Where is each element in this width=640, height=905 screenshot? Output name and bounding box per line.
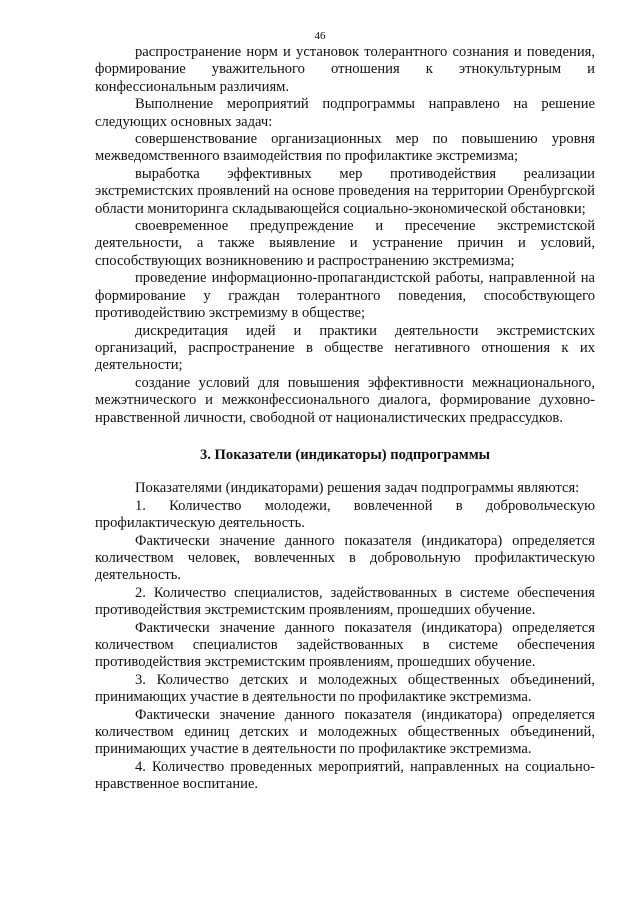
paragraph: Фактически значение данного показателя (индикатора) определяется количеством единиц детских и молодежных общественных объединений, принимающих участие в деятельности по профилактике экстремизма. bbox=[95, 706, 595, 758]
indicators-block bbox=[95, 480, 595, 793]
section-heading: 3. Показатели (индикаторы) подпрограммы bbox=[199, 446, 491, 463]
paragraph: проведение информационно-пропагандистской работы, направленной на формирование у граждан толерантного поведения, способствующего противодействию экстремизму в обществе; bbox=[95, 270, 595, 322]
page-number: 46 bbox=[314, 30, 326, 42]
paragraph: совершенствование организационных мер по повышению уровня межведомственного взаимодействия по профилактике экстремизма; bbox=[95, 131, 595, 165]
paragraph: 2. Количество специалистов, задействованных в системе обеспечения противодействия экстремистским проявлениям, прошедших обучение. bbox=[95, 584, 595, 619]
paragraph: Выполнение мероприятий подпрограммы направлено на решение следующих основных задач: bbox=[95, 96, 595, 130]
paragraph: своевременное предупреждение и пресечение экстремистской деятельности, а также выявление и устранение причин и условий, способствующих возникновению и распространению экстремизма; bbox=[95, 218, 595, 269]
paragraph: 3. Количество детских и молодежных общественных объединений, принимающих участие в деятельности по профилактике экстремизма. bbox=[95, 671, 595, 706]
paragraph: создание условий для повышения эффективности межнационального, межэтнического и межконфессионального диалога, формирование духовно-нравственной личности, свободной от националистических предрассудков. bbox=[95, 374, 595, 426]
paragraph: дискредитация идей и практики деятельности экстремистских организаций, распространение в обществе негативного отношения к их деятельности; bbox=[95, 322, 595, 374]
paragraph: Показателями (индикаторами) решения задач подпрограммы являются: bbox=[135, 480, 580, 497]
paragraph: 1. Количество молодежи, вовлеченной в добровольческую профилактическую деятельность. bbox=[95, 497, 595, 532]
paragraph: выработка эффективных мер противодействия реализации экстремистских проявлений на основе проведения на территории Оренбургской области мониторинга складывающейся социально-экономической обстановки; bbox=[95, 165, 595, 217]
paragraph: 4. Количество проведенных мероприятий, направленных на социально-нравственное воспитание. bbox=[95, 758, 595, 793]
paragraph: Фактически значение данного показателя (индикатора) определяется количеством специалистов задействованных в системе обеспечения противодействия экстремистским проявлениям, прошедших обучение. bbox=[95, 619, 595, 671]
page-content bbox=[95, 44, 595, 794]
tasks-block bbox=[95, 44, 595, 427]
paragraph: распространение норм и установок толерантного сознания и поведения, формирование уважительного отношения к этнокультурным и конфессиональным различиям. bbox=[95, 44, 595, 95]
paragraph: Фактически значение данного показателя (индикатора) определяется количеством человек, вовлеченных в добровольную профилактическую деятельность. bbox=[95, 532, 595, 584]
